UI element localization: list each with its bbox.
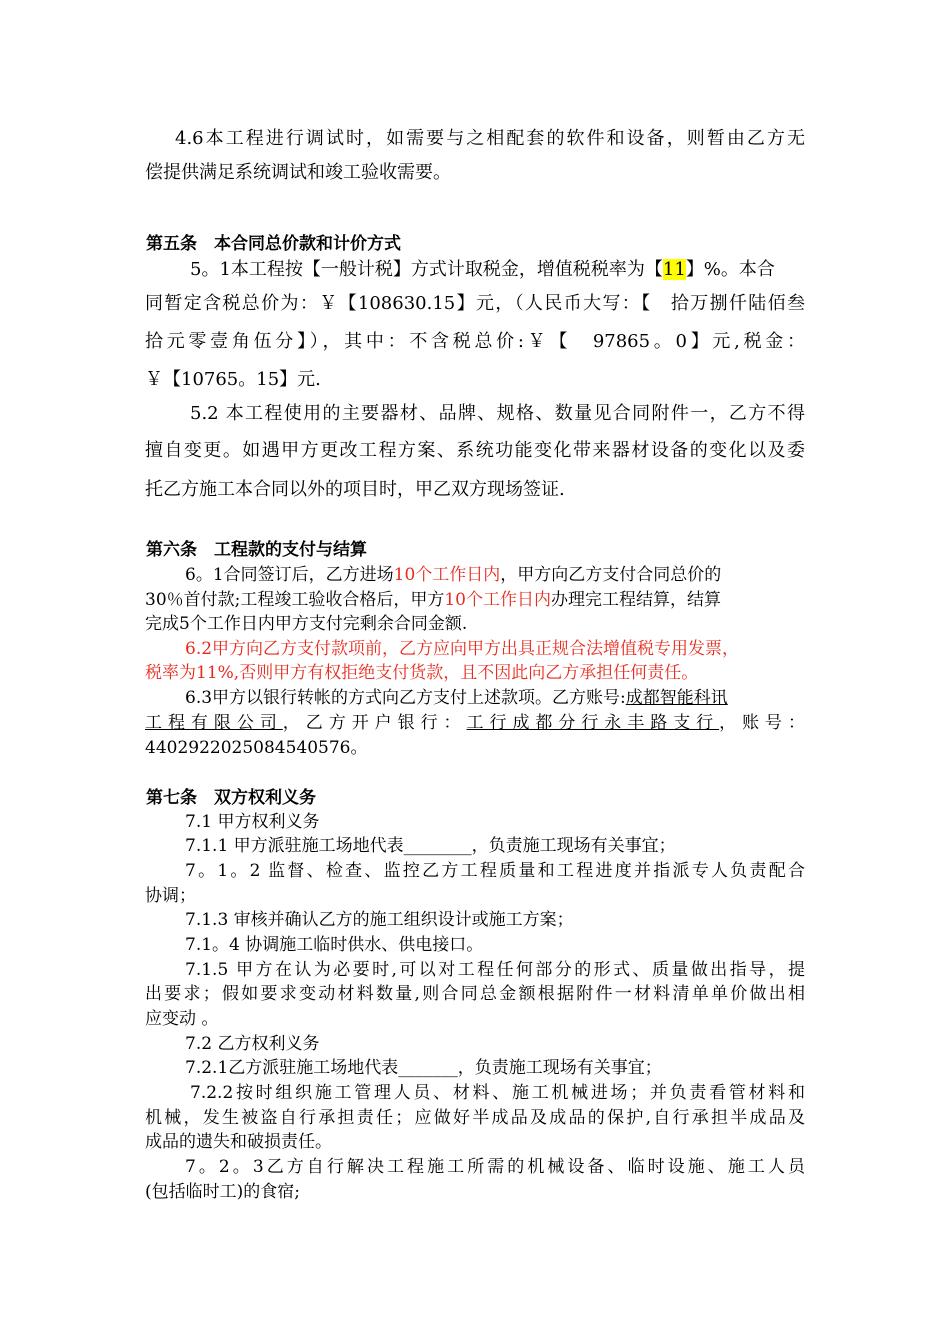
clause-7-1-5-line-2: 出要求；假如要求变动材料数量,则合同总金额根据附件一材料清单单价做出相 — [145, 984, 805, 1004]
clause-7-1-1: 7.1.1 甲方派驻施工场地代表________，负责施工现场有关事宜； — [185, 836, 676, 856]
account-number: 4402922025084540576。 — [145, 738, 368, 758]
clause-7-2-2-line-1: 7.2.2按时组织施工管理人员、材料、施工机械进场；并负责看管材料和 — [190, 1083, 805, 1103]
clause-6-1-text-a: 6。1合同签订后，乙方进场 — [185, 565, 394, 585]
clause-5-1-text-b: 】%。本合 — [685, 259, 775, 280]
clause-7-2-1: 7.2.1乙方派驻施工场地代表_______，负责施工现场有关事宜； — [185, 1058, 662, 1078]
clause-7-1-2-line-2: 协调； — [145, 886, 196, 906]
clause-7-2-2-line-3: 成品的遗失和破损责任。 — [145, 1132, 332, 1152]
clause-5-2-line-2: 擅自变更。如遇甲方更改工程方案、系统功能变化带来器材设备的变化以及委 — [145, 440, 805, 461]
clause-6-1-line-3: 完成5个工作日内甲方支付完剩余合同金额. — [145, 614, 468, 634]
payment-deadline-red: 10个工作日内 — [393, 565, 501, 585]
clause-6-2-line-2: 税率为11%,否则甲方有权拒绝支付货款，且不因此向乙方承担任何责任。 — [145, 663, 699, 683]
clause-5-1-line-1 — [190, 258, 775, 282]
clause-6-3-text-a: 6.3甲方以银行转帐的方式向乙方支付上述款项。乙方账号: — [185, 688, 626, 708]
clause-6-1-line-1 — [185, 563, 721, 587]
clause-5-1-line-3: 拾元零壹角伍分】），其中：不含税总价:￥【 97865。0】元,税金： — [145, 331, 805, 352]
clause-7-1-2-line-1: 7。1。2 监督、检查、监控乙方工程质量和工程进度并指派专人负责配合 — [185, 861, 805, 881]
section-7-heading: 第七条 双方权利义务 — [146, 788, 316, 808]
section-6-heading: 第六条 工程款的支付与结算 — [146, 540, 367, 560]
clause-6-3-line-2 — [145, 711, 805, 735]
clause-7-1: 7.1 甲方权利义务 — [185, 812, 320, 832]
clause-7-1-3: 7.1.3 审核并确认乙方的施工组织设计或施工方案； — [185, 910, 574, 930]
clause-6-3-line-1 — [185, 686, 728, 710]
clause-7-1-5-line-1: 7.1.5 甲方在认为必要时,可以对工程任何部分的形式、质量做出指导，提 — [185, 960, 805, 980]
bank-name-underline: 工行成都分行永丰路支行 — [466, 713, 720, 733]
clause-7-2-2-line-2: 机械，发生被盗自行承担责任；应做好半成品及成品的保护,自行承担半成品及 — [145, 1108, 805, 1128]
clause-7-1-5-line-3: 应变动 。 — [145, 1009, 219, 1029]
clause-7-1-4: 7.1。4 协调施工临时供水、供电接口。 — [185, 935, 484, 955]
clause-6-1-text-d: 办理完工程结算，结算 — [551, 590, 721, 610]
clause-5-1-text-a: 5。1本工程按【一般计税】方式计取税金，增值税税率为【 — [190, 259, 663, 280]
clause-6-3-text-c: ，账号： — [719, 713, 806, 733]
clause-5-1-line-2: 同暂定含税总价为：￥【108630.15】元，（人民币大写：【 拾万捌仟陆佰叁 — [145, 293, 805, 314]
clause-5-2-line-1: 5.2 本工程使用的主要器材、品牌、规格、数量见合同附件一，乙方不得 — [190, 403, 805, 424]
settlement-deadline-red: 10个工作日内 — [444, 590, 551, 610]
section-5-heading: 第五条 本合同总价款和计价方式 — [146, 234, 401, 254]
clause-4-6-line-1: 4.6本工程进行调试时，如需要与之相配套的软件和设备，则暂由乙方无 — [175, 128, 805, 149]
clause-6-1-text-c: 30％首付款;工程竣工验收合格后，甲方 — [145, 590, 445, 610]
tax-rate-highlight: 11 — [662, 259, 686, 280]
clause-6-1-line-2 — [145, 588, 721, 612]
company-name-underline: 工程有限公司 — [145, 713, 283, 733]
clause-6-2-line-1: 6.2甲方向乙方支付款项前，乙方应向甲方出具正规合法增值税专用发票， — [185, 639, 740, 659]
clause-7-2: 7.2 乙方权利义务 — [185, 1034, 320, 1054]
account-name-underline: 成都智能科讯 — [625, 688, 728, 708]
clause-7-2-3-line-2: (包括临时工)的食宿; — [145, 1182, 300, 1202]
clause-7-2-3-line-1: 7。2。3乙方自行解决工程施工所需的机械设备、临时设施、施工人员 — [185, 1157, 805, 1177]
clause-4-6-line-2: 偿提供满足系统调试和竣工验收需要。 — [145, 162, 451, 183]
clause-6-3-text-b: ，乙方开户银行： — [282, 713, 467, 733]
clause-6-1-text-b: ，甲方向乙方支付合同总价的 — [500, 565, 722, 585]
clause-5-2-line-3: 托乙方施工本合同以外的项目时，甲乙双方现场签证. — [145, 479, 565, 500]
clause-5-1-line-4: ￥【10765。15】元. — [145, 369, 321, 390]
